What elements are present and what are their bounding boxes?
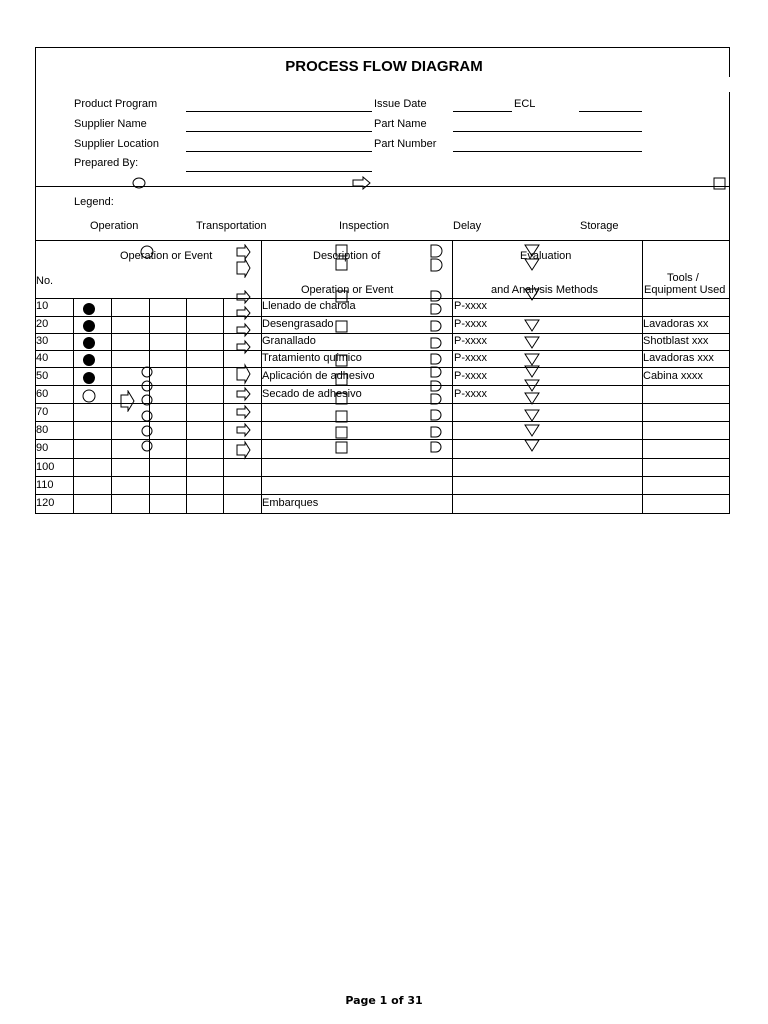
row-no: 120 [36,497,55,509]
field-line-part-number [453,151,642,152]
row-evaluation: P-xxxx [454,352,487,364]
row-no: 40 [36,352,49,364]
transport-arrow-icon [236,244,252,278]
operation-circle-stack-icon [140,365,154,455]
page-footer: Page 1 of 31 [345,994,423,1007]
col-line [73,298,74,513]
legend-inspection: Inspection [339,220,390,232]
field-line-prepared-by [186,171,372,172]
frame-right [729,92,730,514]
row-description: Granallado [262,335,316,347]
inspection-square-icon [335,244,348,272]
row-tools: Lavadoras xxx [643,352,714,364]
table-row-line [35,494,729,495]
row-description: Secado de adhesivo [262,388,362,400]
field-line-product-program [186,111,372,112]
inspection-square-stack-icon [335,290,348,456]
label-supplier-name: Supplier Name [74,118,147,130]
legend-delay: Delay [453,220,482,232]
row-no: 100 [36,461,55,473]
table-row-line [35,316,729,317]
row-tools: Shotblast xxx [643,335,709,347]
transport-arrow-stack-icon [236,290,252,462]
legend-label: Legend: [74,196,114,208]
legend-divider [35,186,729,187]
field-line-issue-date [453,111,512,112]
filled-circle-icon [82,302,96,316]
row-description: Desengrasado [262,318,334,330]
field-line-supplier-location [186,151,372,152]
table-row-line [35,298,729,299]
label-part-name: Part Name [374,118,427,130]
label-part-number: Part Number [374,138,437,150]
header-evaluation-1: Evaluation [520,250,572,262]
filled-circle-icon [82,353,96,367]
table-row-line [35,333,729,334]
row-no: 110 [36,479,54,491]
col-line [111,298,112,513]
row-evaluation: P-xxxx [454,388,487,400]
frame-top [35,47,729,48]
legend-storage: Storage [580,220,619,232]
transport-arrow-icon [352,176,372,190]
row-description: Embarques [262,497,319,509]
legend-operation: Operation [90,220,139,232]
filled-circle-icon [82,319,96,333]
filled-circle-icon [82,336,96,350]
col-line [223,298,224,513]
row-tools: Cabina xxxx [643,370,703,382]
table-bottom-line [35,513,729,514]
header-description-1: Description of [313,250,381,262]
row-description: Aplicación de adhesivo [262,370,375,382]
header-tools-2: Equipment Used [644,284,726,296]
label-issue-date: Issue Date [374,98,427,110]
row-description: Llenado de charola [262,300,356,312]
table-row-line [35,476,729,477]
header-description-2: Operation or Event [301,284,394,296]
header-operation-event: Operation or Event [120,250,213,262]
operation-circle-icon [140,245,154,259]
row-no: 30 [36,335,49,347]
field-line-ecl [579,111,642,112]
row-no: 60 [36,388,49,400]
header-tools-1: Tools / [667,272,699,284]
label-prepared-by: Prepared By: [74,157,139,169]
open-circle-icon [82,389,96,403]
label-supplier-location: Supplier Location [74,138,160,150]
row-evaluation: P-xxxx [454,300,487,312]
delay-d-stack-icon [430,290,444,456]
row-tools: Lavadoras xx [643,318,709,330]
row-no: 80 [36,424,49,436]
row-evaluation: P-xxxx [454,335,487,347]
operation-circle-icon [132,177,146,189]
label-ecl: ECL [514,98,536,110]
row-no: 10 [36,300,49,312]
field-line-part-name [453,131,642,132]
transport-arrow-icon [120,390,136,412]
table-top-line [35,240,729,241]
row-evaluation: P-xxxx [454,318,487,330]
delay-d-icon [430,244,444,272]
header-no: No. [36,275,54,287]
col-line [186,298,187,513]
table-row-line [35,350,729,351]
page-title: PROCESS FLOW DIAGRAM [285,58,483,75]
header-evaluation-2: and Analysis Methods [491,284,599,296]
storage-triangle-icon [524,244,540,272]
row-no: 70 [36,406,49,418]
field-line-supplier-name [186,131,372,132]
table-row-line [35,458,729,459]
row-no: 50 [36,370,49,382]
row-no: 20 [36,318,49,330]
inspection-square-icon [713,177,726,190]
storage-triangle-stack-icon [524,288,540,454]
row-description: Tratamiento químico [262,352,362,364]
row-no: 90 [36,442,49,454]
col-line [452,240,453,513]
filled-circle-icon [82,371,96,385]
label-product-program: Product Program [74,98,158,110]
legend-transportation: Transportation [196,220,267,232]
row-evaluation: P-xxxx [454,370,487,382]
